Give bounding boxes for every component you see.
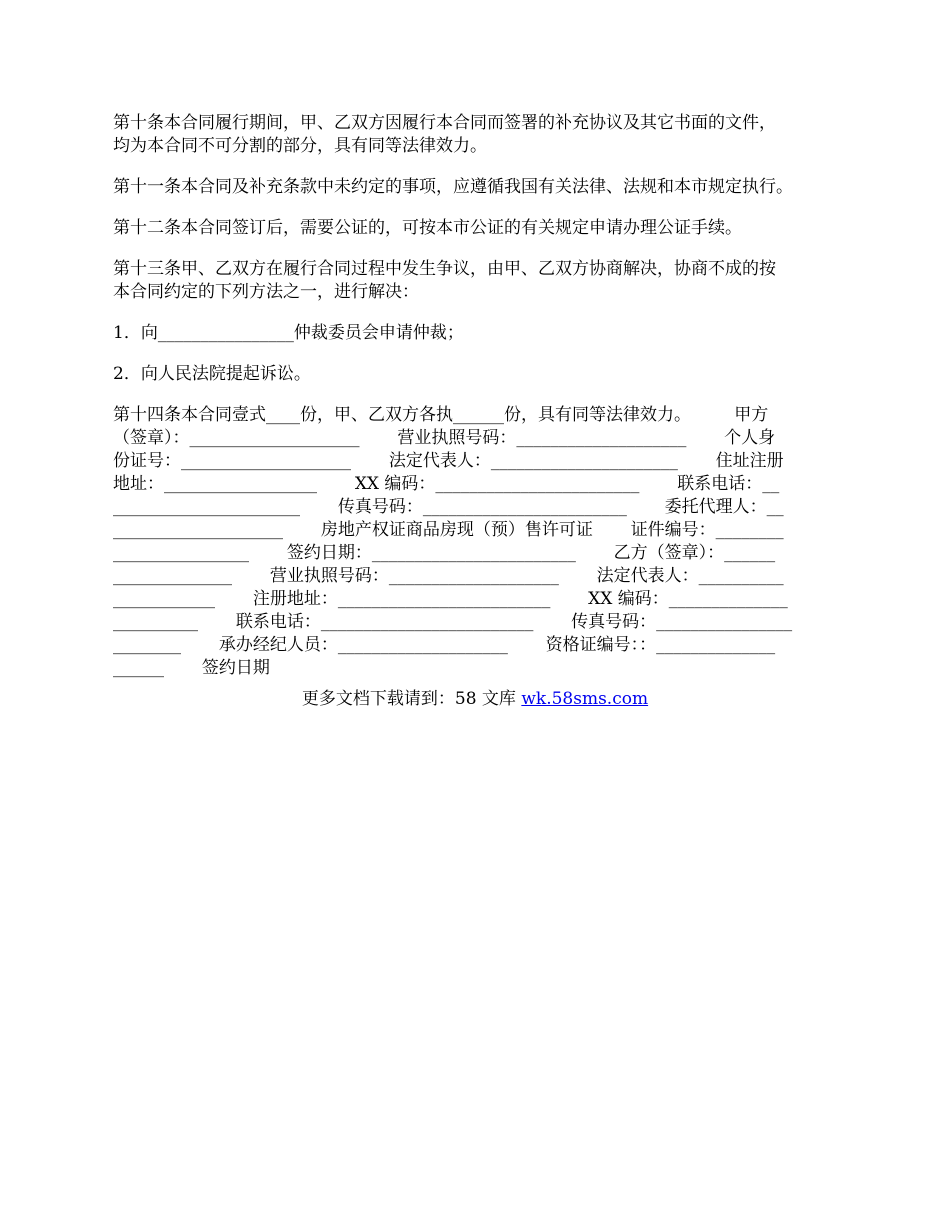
signature-line: 份证号：____________________ 法定代表人：______________________ 住址注册 (113, 451, 784, 471)
article-11 (113, 176, 843, 199)
article-10-line-2: 均为本合同不可分割的部分，具有同等法律效力。 (113, 136, 487, 156)
footer-text: 更多文档下载请到：58 文库 (301, 689, 522, 709)
signature-line: ______________________ 传真号码：________________________ 委托代理人：__ (113, 497, 784, 517)
signature-line: （签章）：____________________ 营业执照号码：____________________ 个人身 (113, 428, 776, 448)
article-12-line: 第十二条本合同签订后，需要公证的，可按本市公证的有关规定申请办理公证手续。 (113, 218, 742, 238)
signature-line: ______ 签约日期 (113, 658, 270, 678)
signature-line: ________________ 签约日期：________________________ 乙方（签章）：______ (113, 543, 776, 563)
dispute-option-2-line: 2．向人民法院提起诉讼。 (113, 364, 311, 384)
article-13-line-2: 本合同约定的下列方法之一，进行解决： (113, 282, 419, 302)
signature-line: ____________________ 房地产权证商品房现（预）售许可证 证件编号：________ (113, 520, 784, 540)
document-body (113, 112, 843, 680)
footer (0, 688, 950, 711)
article-13 (113, 258, 843, 304)
article-13-line-1: 第十三条甲、乙双方在履行合同过程中发生争议，由甲、乙双方协商解决，协商不成的按 (113, 259, 776, 279)
article-11-line: 第十一条本合同及补充条款中未约定的事项，应遵循我国有关法律、法规和本市规定执行。 (113, 177, 793, 197)
article-14-signature-block (113, 404, 843, 680)
signature-line: 地址：__________________ XX 编码：________________________ 联系电话：__ (113, 474, 780, 494)
footer-link[interactable]: wk.58sms.com (521, 689, 649, 709)
dispute-option-1-line: 1．向________________仲裁委员会申请仲裁； (113, 323, 464, 343)
article-10 (113, 112, 843, 158)
signature-line: ______________ 营业执照号码：____________________ 法定代表人：__________ (113, 566, 784, 586)
article-10-line-1: 第十条本合同履行期间，甲、乙双方因履行本合同而签署的补充协议及其它书面的文件， (113, 113, 776, 133)
dispute-option-2 (113, 363, 843, 386)
signature-line: 第十四条本合同壹式____份，甲、乙双方各执______份，具有同等法律效力。 甲方 (113, 405, 769, 425)
dispute-option-1 (113, 322, 843, 345)
signature-line: ________ 承办经纪人员：____________________ 资格证编号：：______________ (113, 635, 776, 655)
article-12 (113, 217, 843, 240)
signature-line: __________ 联系电话：_________________________ 传真号码：________________ (113, 612, 793, 632)
signature-line: ____________ 注册地址：_________________________ XX 编码：______________ (113, 589, 788, 609)
